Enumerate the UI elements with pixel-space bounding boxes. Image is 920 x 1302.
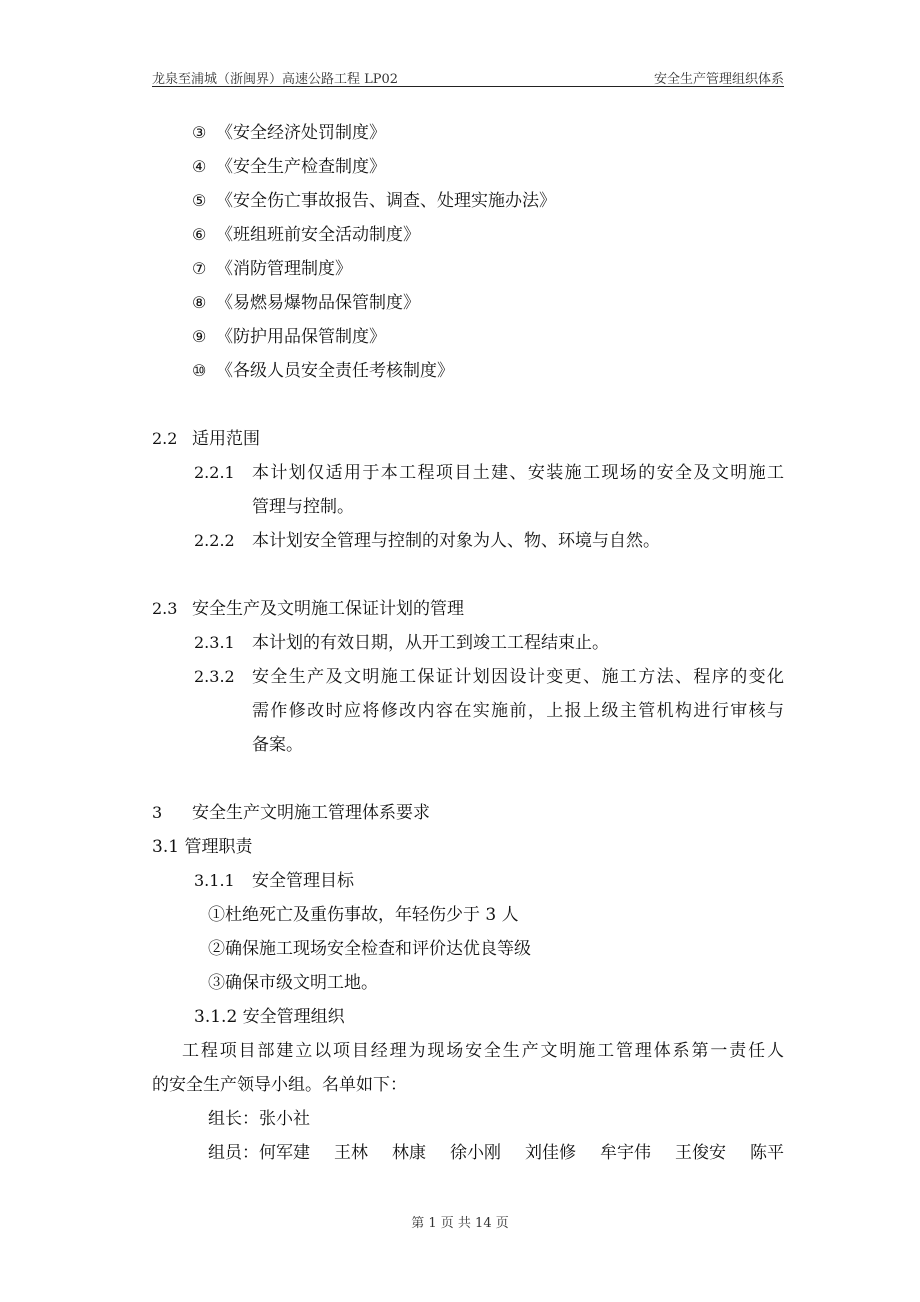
rule-title: 《班组班前安全活动制度》 [216,225,420,245]
rule-title: 《安全伤亡事故报告、调查、处理实施办法》 [216,191,556,211]
item-heading: 安全管理目标 [252,871,354,891]
page-footer: 第 1 页 共 14 页 [411,1216,509,1231]
paragraph-line: 本计划安全管理与控制的对象为人、物、环境与自然。 [252,531,660,551]
paragraph-line: 的安全生产领导小组。名单如下： [152,1075,407,1095]
team-members [208,1142,784,1164]
rule-mark: ⑧ [192,293,207,312]
rule-title: 《各级人员安全责任考核制度》 [216,361,454,381]
rule-title: 《安全生产检查制度》 [216,157,386,177]
team-member: 陈平 [750,1143,784,1163]
rule-title: 《安全经济处罚制度》 [216,123,386,143]
team-member: 王林 [334,1143,368,1163]
goal-item: ③确保市级文明工地。 [208,973,378,993]
section-heading: 安全生产及文明施工保证计划的管理 [192,599,464,619]
item-number: 3.1.1 [194,871,235,890]
paragraph-line: 工程项目部建立以项目经理为现场安全生产文明施工管理体系第一责任人 [182,1041,784,1061]
rule-title: 《消防管理制度》 [216,259,352,279]
paragraph-line: 备案。 [252,735,303,755]
item-number: 2.3.1 [194,633,235,652]
paragraph-line: 管理与控制。 [252,497,354,517]
rule-title: 《防护用品保管制度》 [216,327,386,347]
page-header [152,66,784,87]
team-member: 徐小刚 [450,1143,501,1163]
item-heading: 3.1.2 安全管理组织 [194,1007,345,1027]
rule-title: 《易燃易爆物品保管制度》 [216,293,420,313]
paragraph-line: 安全生产及文明施工保证计划因设计变更、施工方法、程序的变化 [252,667,784,687]
rule-mark: ⑥ [192,225,207,244]
paragraph-line: 本计划仅适用于本工程项目土建、安装施工现场的安全及文明施工 [252,463,784,483]
section-number: 2.3 [152,599,178,618]
rule-mark: ③ [192,123,207,142]
item-number: 2.3.2 [194,667,235,686]
goal-item: ①杜绝死亡及重伤事故，年轻伤少于 3 人 [208,905,519,925]
header-section-title: 安全生产管理组织体系 [653,72,784,87]
section-number: 2.2 [152,429,178,448]
team-member: 王俊安 [675,1143,726,1163]
team-leader: 组长：张小社 [208,1109,310,1129]
section-number: 3 [152,803,163,822]
team-member: 刘佳修 [525,1143,576,1163]
subsection-heading: 3.1 管理职责 [152,837,253,857]
rule-mark: ⑤ [192,191,207,210]
item-number: 2.2.1 [194,463,235,482]
team-member: 组员：何军建 [208,1143,310,1163]
section-heading: 安全生产文明施工管理体系要求 [192,803,430,823]
section-heading: 适用范围 [192,429,260,449]
goal-item: ②确保施工现场安全检查和评价达优良等级 [208,939,531,959]
team-member: 林康 [392,1143,426,1163]
paragraph-line: 本计划的有效日期，从开工到竣工工程结束止。 [252,633,609,653]
item-number: 2.2.2 [194,531,235,550]
rule-mark: ⑨ [192,327,207,346]
rule-mark: ⑩ [192,361,207,380]
team-member: 牟宇伟 [600,1143,651,1163]
paragraph-line: 需作修改时应将修改内容在实施前，上报上级主管机构进行审核与 [252,701,784,721]
rule-mark: ④ [192,157,207,176]
header-project-title: 龙泉至浦城（浙闽界）高速公路工程 LP02 [152,72,399,87]
rule-mark: ⑦ [192,259,207,278]
